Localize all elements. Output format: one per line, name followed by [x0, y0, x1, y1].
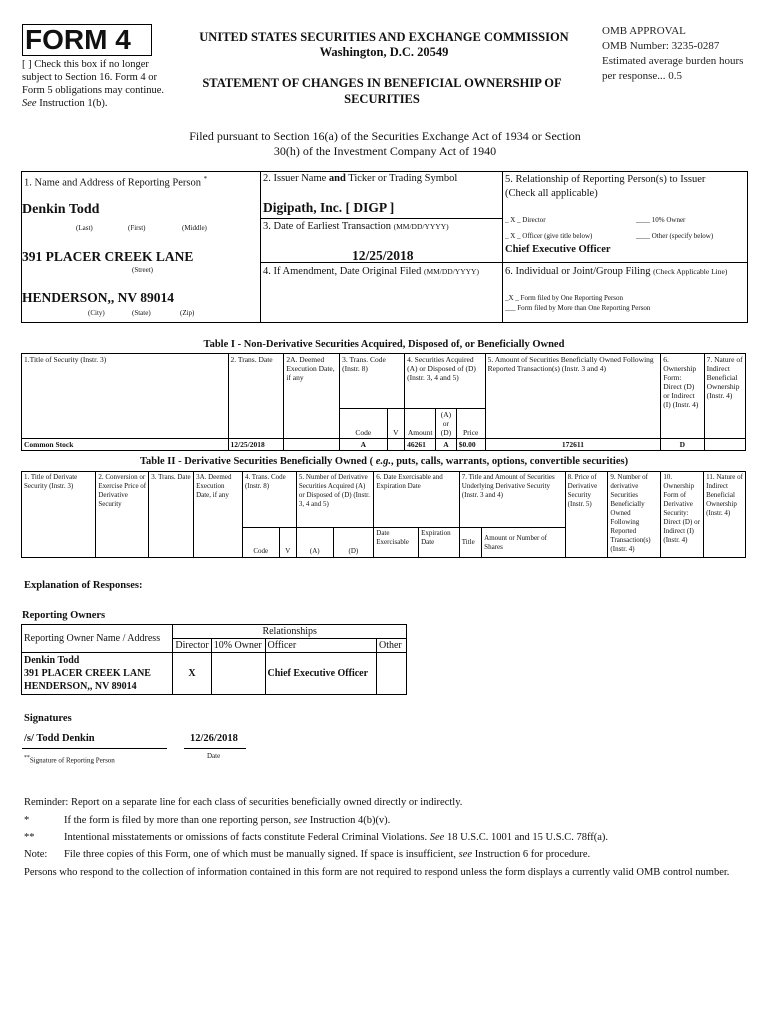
note-label: Note: [24, 849, 48, 860]
box5-label: 5. Relationship of Reporting Person(s) to Issuer (Check all applicable) [505, 174, 706, 199]
filing-one: _X _ Form filed by One Reporting Person [505, 294, 624, 302]
check-box-text: [ ] Check this box if no longer subject to Section 16. Form 4 or Form 5 obligations may continue. [22, 59, 165, 96]
owners-relationships: Relationships [173, 625, 407, 639]
reminder-text: Reminder: Report on a separate line for each class of securities beneficially owned directly or indirectly. [24, 797, 463, 808]
note-text: File three copies of this Form, one of which must be manually signed. If space is insufficient, see Instruction 6 for procedure. [64, 849, 591, 860]
owners-col-name: Reporting Owner Name / Address [22, 625, 173, 653]
filing-more: ___ Form filed by More than One Reporting Person [505, 304, 651, 312]
other-check: ____ Other (specify below) [636, 232, 714, 240]
owners-col-officer: Officer [265, 639, 376, 653]
t2-h-form: 10. Ownership Form of Derivative Security: Direct (D) or Indirect (I) (Instr. 4) [661, 472, 704, 558]
owners-col-other: Other [376, 639, 406, 653]
label-street: (Street) [132, 266, 153, 274]
signature-date: 12/26/2018 [190, 733, 238, 744]
officer-check: _ X _ Officer (give title below) [505, 232, 593, 240]
t1-h-deemed: 2A. Deemed Execution Date, if any [284, 354, 340, 439]
omb-burden: Estimated average burden hours per response... 0.5 [602, 55, 744, 82]
t1-h-date: 2. Trans. Date [228, 354, 284, 439]
owner-address: Denkin Todd 391 PLACER CREEK LANE HENDERSON,, NV 89014 [22, 653, 173, 695]
t2-sub-v: V [279, 528, 296, 558]
t1-h-securities: 4. Securities Acquired (A) or Disposed of (D) (Instr. 3, 4 and 5) [405, 354, 486, 409]
officer-title: Chief Executive Officer [505, 244, 611, 255]
t2-h-conv: 2. Conversion or Exercise Price of Derivative Security [96, 472, 149, 558]
ten-pct-check: ____ 10% Owner [636, 216, 686, 224]
t2-h-owned: 9. Number of derivative Securities Beneficially Owned Following Reported Transaction(s) (Instr. 4) [608, 472, 661, 558]
t2-sub-title: Title [459, 528, 481, 558]
form-title-box [22, 24, 152, 56]
owner-other [376, 653, 406, 695]
check-box-notice [22, 58, 172, 110]
statement-title: STATEMENT OF CHANGES IN BENEFICIAL OWNERSHIP OF SECURITIES [202, 76, 562, 106]
t2-sub-amount: Amount or Number of Shares [482, 528, 565, 558]
t1-code: A [340, 439, 388, 451]
owners-heading: Reporting Owners [22, 610, 106, 621]
instruction-ref: Instruction 1(b). [39, 98, 108, 109]
table2 [21, 471, 746, 558]
table1 [21, 353, 746, 451]
omb-block [602, 24, 752, 84]
t1-deemed [284, 439, 340, 451]
box1-label: 1. Name and Address of Reporting Person * [24, 175, 208, 189]
owner-ten [211, 653, 265, 695]
signature-label: **Signature of Reporting Person [24, 755, 115, 765]
table-row [22, 439, 746, 451]
form-title: FORM 4 [25, 24, 131, 55]
t1-h-nature: 7. Nature of Indirect Beneficial Ownership (Instr. 4) [704, 354, 745, 439]
t2-h-deemed: 3A. Deemed Execution Date, if any [194, 472, 243, 558]
explanation-heading: Explanation of Responses: [24, 580, 143, 591]
t1-form: D [661, 439, 704, 451]
t2-h-nature: 11. Nature of Indirect Beneficial Ownership (Instr. 4) [704, 472, 746, 558]
t1-sub-v: V [387, 409, 405, 439]
t1-sub-price: Price [456, 409, 485, 439]
box6-label: 6. Individual or Joint/Group Filing (Check Applicable Line) [505, 266, 728, 277]
t1-h-title: 1.Title of Security (Instr. 3) [22, 354, 229, 439]
label-zip: (Zip) [180, 309, 195, 317]
label-first: (First) [128, 224, 146, 232]
earliest-transaction-date: 12/25/2018 [352, 248, 414, 263]
t2-h-title: 1. Title of Derivate Security (Instr. 3) [22, 472, 96, 558]
reporter-street: 391 PLACER CREEK LANE [22, 249, 194, 264]
t2-h-date: 3. Trans. Date [149, 472, 194, 558]
omb-number: OMB Number: 3235-0287 [602, 40, 720, 52]
t1-h-form: 6. Ownership Form: Direct (D) or Indirect (I) (Instr. 4) [661, 354, 704, 439]
t2-h-underlying: 7. Title and Amount of Securities Underlying Derivative Security (Instr. 3 and 4) [459, 472, 565, 528]
omb-approval: OMB APPROVAL [602, 25, 686, 37]
footnote-star: * [24, 815, 30, 826]
t1-h-code: 3. Trans. Code (Instr. 8) [340, 354, 405, 409]
table2-title: Table II - Derivative Securities Beneficially Owned ( e.g., puts, calls, warrants, options, convertible securities) [139, 456, 629, 467]
owner-director-mark: X [173, 653, 211, 695]
footnote-dstar: ** [24, 832, 35, 843]
persons-notice: Persons who respond to the collection of information contained in this form are not required to respond unless the form displays a currently valid OMB control number. [24, 867, 730, 878]
t1-sub-aord: (A) or (D) [436, 409, 457, 439]
t2-sub-d: (D) [333, 528, 374, 558]
owner-officer-title: Chief Executive Officer [265, 653, 376, 695]
owners-col-ten: 10% Owner [211, 639, 265, 653]
t2-h-number: 5. Number of Derivative Securities Acquired (A) or Disposed of (D) (Instr. 3, 4 and 5) [296, 472, 373, 528]
t1-v [387, 439, 405, 451]
table-row [22, 653, 407, 695]
issuer-name: Digipath, Inc. [ DIGP ] [263, 200, 395, 215]
label-middle: (Middle) [182, 224, 207, 232]
table1-title: Table I - Non-Derivative Securities Acquired, Disposed of, or Beneficially Owned [203, 339, 565, 350]
reporter-city-state: HENDERSON,, NV 89014 [22, 290, 175, 305]
t2-sub-date-ex: Date Exercisable [374, 528, 419, 558]
label-city: (City) [88, 309, 105, 317]
footnote-dstar-text: Intentional misstatements or omissions of facts constitute Federal Criminal Violations. See 18 U.S.C. 1001 and 15 U.S.C. 78ff(a). [64, 832, 609, 843]
footnote-star-text: If the form is filed by more than one reporting person, see Instruction 4(b)(v). [64, 815, 391, 826]
t2-sub-code: Code [242, 528, 279, 558]
reporting-owners-table [21, 624, 407, 695]
signatures-heading: Signatures [24, 713, 72, 724]
box3-label: 3. Date of Earliest Transaction (MM/DD/YYYY) [263, 221, 449, 232]
box4-label: 4. If Amendment, Date Original Filed (MM/DD/YYYY) [263, 266, 479, 277]
box2-label: 2. Issuer Name and Ticker or Trading Symbol [263, 173, 458, 184]
t1-security: Common Stock [22, 439, 229, 451]
t1-owned: 172611 [485, 439, 661, 451]
t1-price: $0.00 [456, 439, 485, 451]
t2-sub-exp: Expiration Date [419, 528, 460, 558]
t2-h-exercisable: 6. Date Exercisable and Expiration Date [374, 472, 460, 528]
filed-pursuant: Filed pursuant to Section 16(a) of the Securities Exchange Act of 1934 or Section 30(h) of the Investment Company Act of 1940 [189, 129, 581, 158]
agency-location: Washington, D.C. 20549 [319, 45, 449, 59]
date-label: Date [207, 752, 221, 760]
t1-nature [704, 439, 745, 451]
label-state: (State) [132, 309, 151, 317]
t1-amount: 46261 [405, 439, 436, 451]
reporter-name: Denkin Todd [22, 202, 100, 217]
signature-value: /s/ Todd Denkin [24, 733, 95, 744]
t1-date: 12/25/2018 [228, 439, 284, 451]
agency-name: UNITED STATES SECURITIES AND EXCHANGE COMMISSION [199, 30, 569, 44]
see-word: See [22, 98, 37, 109]
t2-h-code: 4. Trans. Code (Instr. 8) [242, 472, 296, 528]
label-last: (Last) [76, 224, 93, 232]
owners-col-director: Director [173, 639, 211, 653]
director-check: _ X _ Director [505, 216, 546, 224]
agency-block [175, 30, 593, 60]
t2-sub-a: (A) [296, 528, 333, 558]
t1-ad: A [436, 439, 457, 451]
t1-h-amount: 5. Amount of Securities Beneficially Owned Following Reported Transaction(s) (Instr. 3 and 4) [485, 354, 661, 439]
t1-sub-code: Code [340, 409, 388, 439]
t1-sub-amount: Amount [405, 409, 436, 439]
t2-h-price: 8. Price of Derivative Security (Instr. 5) [565, 472, 608, 558]
